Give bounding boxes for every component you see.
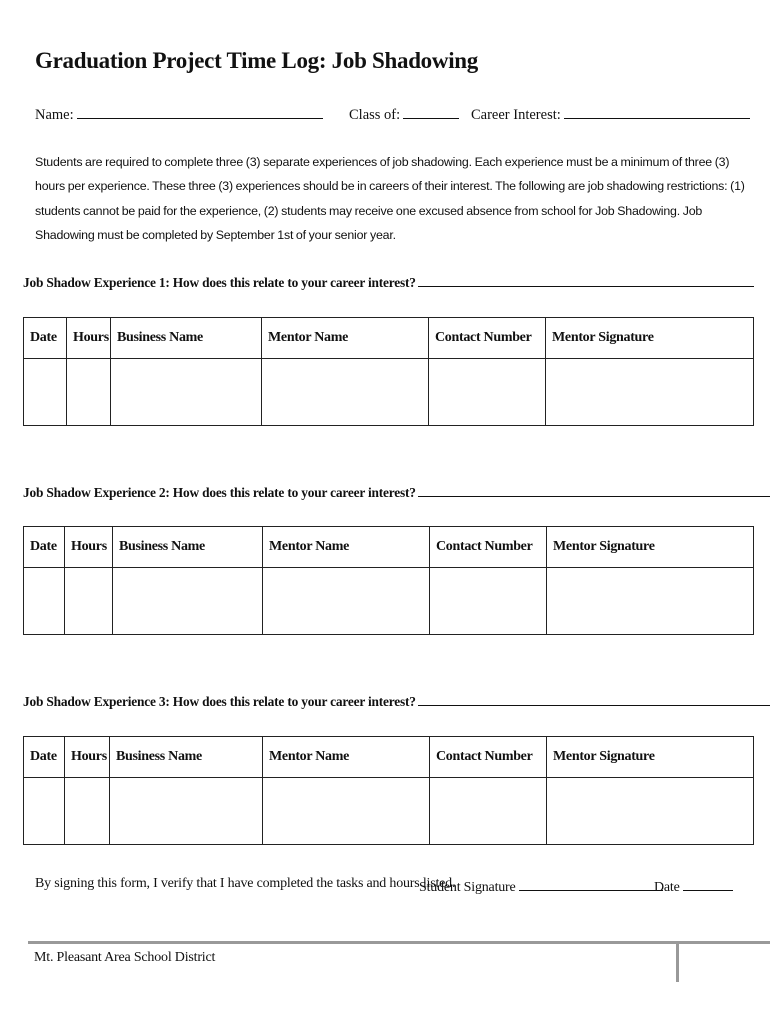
experience-1-question-text: Job Shadow Experience 1: How does this relate to your career interest? (23, 275, 416, 290)
class-field (349, 104, 459, 124)
student-signature-field (419, 876, 663, 896)
footer-divider (28, 941, 770, 944)
table-row (24, 568, 754, 635)
header-mentor-name: Mentor Name (263, 527, 430, 568)
experience-2-question (23, 482, 770, 501)
student-signature-line[interactable] (519, 876, 663, 891)
instructions-paragraph: Students are required to complete three (3) separate experiences of job shadowing. Each experience must be a minimum of three (3) hours per experience. These three (3) experiences should be in careers of their interest. The following are job shadowing restrictions: (1) students cannot be paid for the experience, (2) students may receive one excused absence from school for Job Shadowing. Job Shadowing must be completed by September 1st of your senior year. (35, 155, 745, 243)
verification-statement: By signing this form, I verify that I have completed the tasks and hours listed. (35, 876, 456, 891)
experience-3-answer-line[interactable] (418, 691, 770, 706)
date-label: Date (654, 880, 680, 895)
header-mentor-name: Mentor Name (263, 737, 430, 778)
mentor-signature-cell[interactable] (547, 568, 754, 635)
page-title: Graduation Project Time Log: Job Shadowing (35, 48, 478, 73)
header-contact-number: Contact Number (430, 737, 547, 778)
experience-3-table (23, 736, 754, 845)
mentor-name-cell[interactable] (263, 568, 430, 635)
experience-2-table (23, 526, 754, 635)
table-row (24, 359, 754, 426)
header-business-name: Business Name (111, 318, 262, 359)
contact-number-cell[interactable] (429, 359, 546, 426)
header-date: Date (24, 318, 67, 359)
footer-district-name: Mt. Pleasant Area School District (34, 950, 216, 965)
business-name-cell[interactable] (113, 568, 263, 635)
business-name-cell[interactable] (110, 778, 263, 845)
hours-cell[interactable] (65, 778, 110, 845)
date-cell[interactable] (24, 568, 65, 635)
header-hours: Hours (65, 527, 113, 568)
header-contact-number: Contact Number (429, 318, 546, 359)
header-mentor-signature: Mentor Signature (547, 737, 754, 778)
footer-vertical-divider (676, 944, 679, 982)
date-input-line[interactable] (683, 876, 733, 891)
mentor-name-cell[interactable] (263, 778, 430, 845)
header-contact-number: Contact Number (430, 527, 547, 568)
name-input-line[interactable] (77, 104, 323, 119)
header-mentor-name: Mentor Name (262, 318, 429, 359)
class-label: Class of: (349, 107, 401, 123)
date-field (654, 876, 733, 896)
experience-1-table (23, 317, 754, 426)
header-business-name: Business Name (110, 737, 263, 778)
experience-2-question-text: Job Shadow Experience 2: How does this relate to your career interest? (23, 485, 416, 500)
header-mentor-signature: Mentor Signature (547, 527, 754, 568)
experience-1-answer-line[interactable] (418, 272, 754, 287)
date-cell[interactable] (24, 778, 65, 845)
table-row (24, 778, 754, 845)
hours-cell[interactable] (67, 359, 111, 426)
experience-3-question (23, 691, 770, 710)
header-business-name: Business Name (113, 527, 263, 568)
experience-1-question (23, 272, 754, 291)
business-name-cell[interactable] (111, 359, 262, 426)
experience-3-question-text: Job Shadow Experience 3: How does this relate to your career interest? (23, 694, 416, 709)
header-date: Date (24, 527, 65, 568)
table-header-row (24, 527, 754, 568)
mentor-signature-cell[interactable] (546, 359, 754, 426)
career-label: Career Interest: (471, 107, 561, 123)
table-header-row (24, 737, 754, 778)
header-mentor-signature: Mentor Signature (546, 318, 754, 359)
mentor-name-cell[interactable] (262, 359, 429, 426)
contact-number-cell[interactable] (430, 568, 547, 635)
student-signature-label: Student Signature (419, 880, 516, 895)
experience-2-answer-line[interactable] (418, 482, 770, 497)
mentor-signature-cell[interactable] (547, 778, 754, 845)
header-hours: Hours (67, 318, 111, 359)
class-input-line[interactable] (403, 104, 459, 119)
header-hours: Hours (65, 737, 110, 778)
table-header-row (24, 318, 754, 359)
name-label: Name: (35, 107, 74, 123)
career-input-line[interactable] (564, 104, 750, 119)
career-field (471, 104, 750, 124)
name-field (35, 104, 323, 124)
hours-cell[interactable] (65, 568, 113, 635)
date-cell[interactable] (24, 359, 67, 426)
contact-number-cell[interactable] (430, 778, 547, 845)
header-date: Date (24, 737, 65, 778)
